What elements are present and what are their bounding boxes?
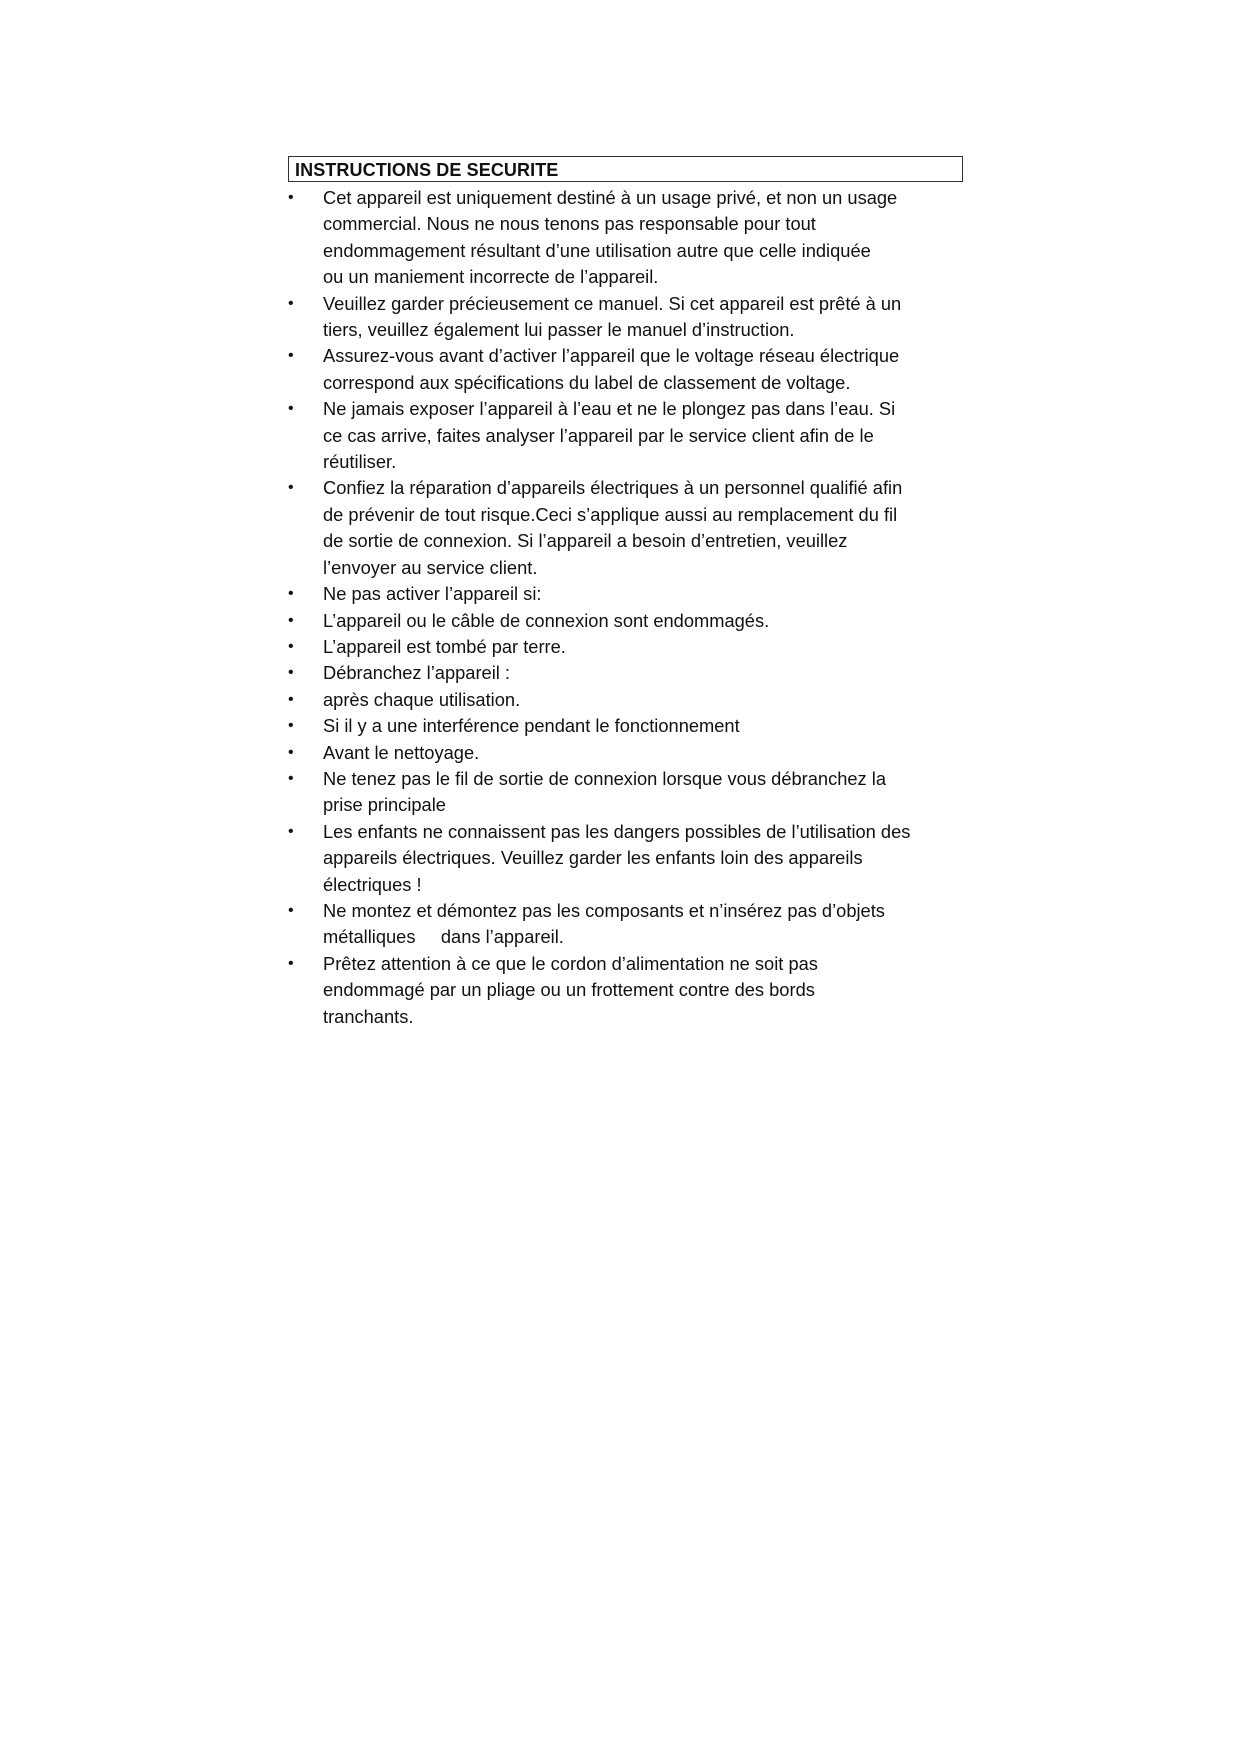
bullet-icon: • [288,717,294,735]
section-heading-text: INSTRUCTIONS DE SECURITE [295,160,559,180]
list-item-text: Avant le nettoyage. [323,741,480,763]
bullet-icon: • [288,664,294,682]
list-item [288,343,963,396]
list-item-text: Veuillez garder précieusement ce manuel. Si cet appareil est prêté à un tiers, veuillez également lui passer le manuel d’instruction. [323,292,902,341]
list-item-text: Ne pas activer l’appareil si: [323,583,542,605]
list-item [288,766,963,819]
list-item [288,581,963,607]
list-item-text: Ne tenez pas le fil de sortie de connexion lorsque vous débranchez la prise principale [323,767,887,816]
list-item-text: L’appareil ou le câble de connexion sont endommagés. [323,609,770,631]
bullet-icon: • [288,400,294,418]
bullet-icon: • [288,637,294,655]
list-item-text: Confiez la réparation d’appareils électriques à un personnel qualifié afin de prévenir de tout risque.Ceci s’applique aussi au remplacement du fil de sortie de connexion. Si l’appareil a besoin d’entretien, veuillez l’envoyer au service client. [323,477,903,578]
list-item-text: Ne jamais exposer l’appareil à l’eau et ne le plongez pas dans l’eau. Si ce cas arrive, faites analyser l’appareil par le service client afin de le réutiliser. [323,398,896,473]
list-item [288,634,963,660]
list-item [288,396,963,475]
list-item [288,475,963,581]
bullet-icon: • [288,189,294,206]
list-item-text: L’appareil est tombé par terre. [323,635,566,657]
list-item [288,291,963,344]
bullet-icon: • [288,769,294,787]
bullet-icon: • [288,294,294,312]
safety-instructions-list [288,185,963,1030]
list-item [288,660,963,686]
bullet-icon: • [288,901,294,919]
bullet-icon: • [288,585,294,603]
list-item [288,819,963,898]
list-item [288,951,963,1030]
list-item [288,898,963,951]
bullet-icon: • [288,822,294,840]
bullet-icon: • [288,347,294,365]
bullet-icon: • [288,954,294,972]
list-item-text: Prêtez attention à ce que le cordon d’alimentation ne soit pas endommagé par un pliage ou un frottement contre des bords tranchants. [323,952,818,1027]
bullet-icon: • [288,479,294,497]
list-item-text: Ne montez et démontez pas les composants et n’insérez pas d’objets métalliques dans l’appareil. [323,899,885,948]
list-item-text: Cet appareil est uniquement destiné à un usage privé, et non un usage commercial. Nous ne nous tenons pas responsable pour tout endommagement résultant d’une utilisation autre que celle indiquée ou un maniement incorrecte de l’appareil. [323,187,898,288]
list-item [288,740,963,766]
bullet-icon: • [288,611,294,629]
list-item-text: Si il y a une interférence pendant le fonctionnement [323,715,740,737]
list-item-text: après chaque utilisation. [323,688,521,710]
bullet-icon: • [288,690,294,708]
section-heading [288,156,963,182]
list-item-text: Assurez-vous avant d’activer l’appareil que le voltage réseau électrique correspond aux spécifications du label de classement de voltage. [323,345,900,393]
list-item-text: Débranchez l’appareil : [323,662,510,684]
list-item [288,185,963,291]
list-item-text: Les enfants ne connaissent pas les dangers possibles de l’utilisation des appareils électriques. Veuillez garder les enfants loin des appareils électriques ! [323,820,911,895]
list-item [288,713,963,739]
bullet-icon: • [288,743,294,761]
list-item [288,687,963,713]
document-page [288,156,963,1030]
list-item [288,608,963,634]
